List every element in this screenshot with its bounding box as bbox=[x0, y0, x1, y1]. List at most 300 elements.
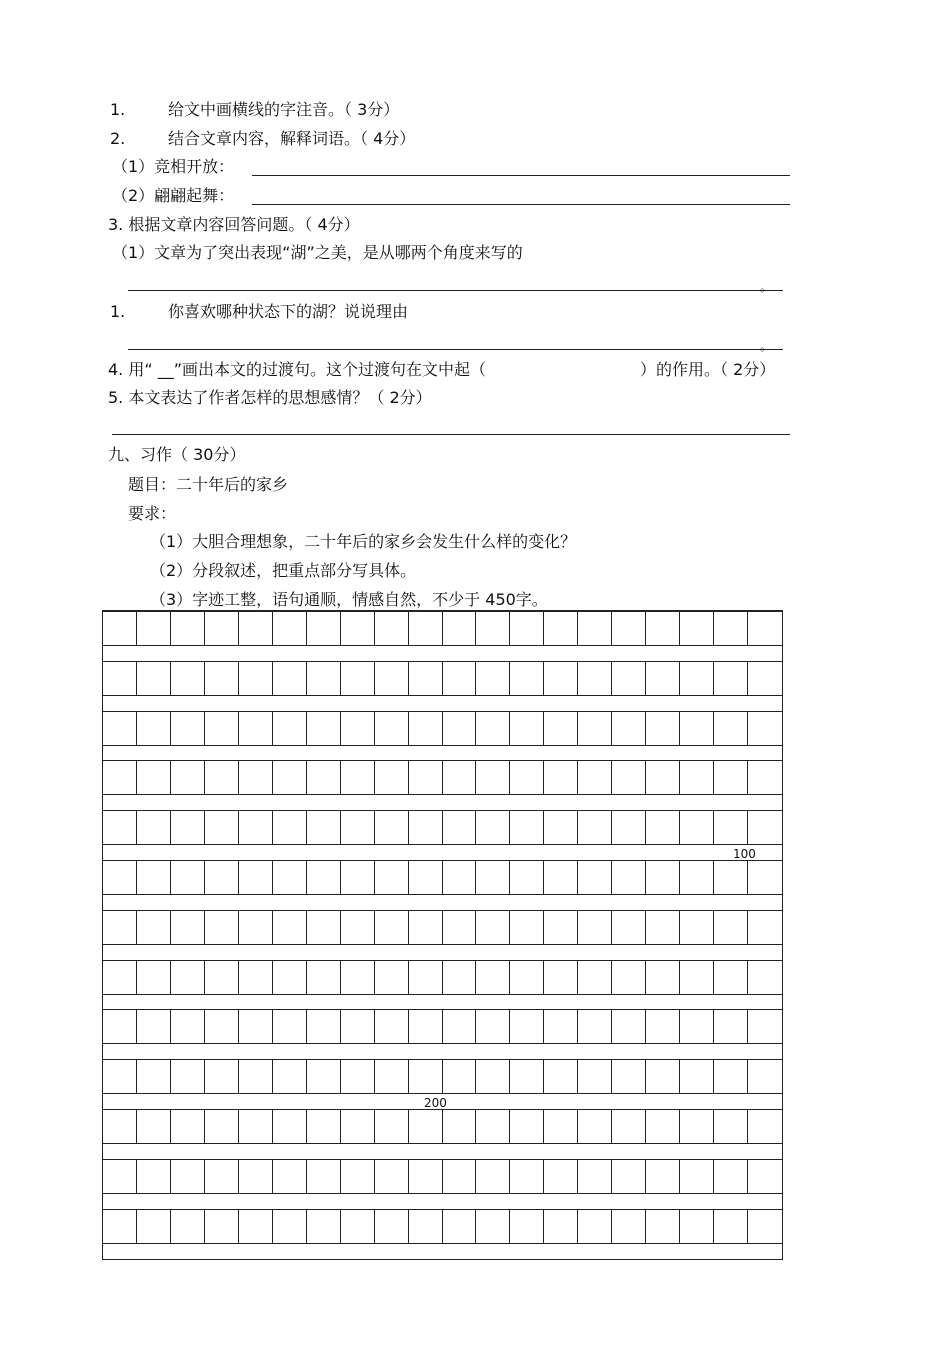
grid-cell[interactable] bbox=[443, 860, 477, 895]
grid-cell[interactable] bbox=[103, 1109, 137, 1144]
grid-cell[interactable] bbox=[341, 960, 375, 995]
grid-cell[interactable] bbox=[646, 1059, 680, 1094]
grid-cell[interactable] bbox=[680, 1209, 714, 1244]
grid-cell[interactable] bbox=[748, 1009, 782, 1044]
writing-grid[interactable] bbox=[102, 610, 783, 1260]
grid-cell[interactable] bbox=[171, 1009, 205, 1044]
grid-cell[interactable] bbox=[510, 611, 544, 646]
grid-cell[interactable] bbox=[137, 1159, 171, 1194]
grid-cell[interactable] bbox=[578, 1209, 612, 1244]
grid-cell[interactable] bbox=[137, 1109, 171, 1144]
grid-cell[interactable] bbox=[714, 760, 748, 795]
grid-cell[interactable] bbox=[171, 1059, 205, 1094]
requirement-3: （3）字迹工整，语句通顺，情感自然，不少于 450字。 bbox=[150, 590, 548, 609]
grid-cell[interactable] bbox=[443, 1159, 477, 1194]
grid-cell[interactable] bbox=[612, 1009, 646, 1044]
grid-row bbox=[103, 960, 782, 995]
grid-cell[interactable] bbox=[476, 611, 510, 646]
grid-cell[interactable] bbox=[612, 910, 646, 945]
grid-cell[interactable] bbox=[680, 860, 714, 895]
grid-cell[interactable] bbox=[646, 960, 680, 995]
grid-cell[interactable] bbox=[137, 711, 171, 746]
grid-cell[interactable] bbox=[714, 611, 748, 646]
grid-cell[interactable] bbox=[544, 810, 578, 845]
question-3-item-2 bbox=[110, 302, 408, 322]
question-2-item-1: （1）竞相开放： bbox=[112, 157, 235, 176]
grid-cell[interactable] bbox=[476, 910, 510, 945]
grid-cell[interactable] bbox=[375, 860, 409, 895]
grid-cell[interactable] bbox=[443, 810, 477, 845]
grid-cell[interactable] bbox=[307, 1059, 341, 1094]
grid-cell[interactable] bbox=[544, 711, 578, 746]
answer-line[interactable] bbox=[252, 204, 790, 205]
grid-cell[interactable] bbox=[137, 1059, 171, 1094]
grid-row bbox=[103, 611, 782, 646]
grid-cell[interactable] bbox=[544, 1209, 578, 1244]
grid-cell[interactable] bbox=[612, 1209, 646, 1244]
grid-cell[interactable] bbox=[748, 810, 782, 845]
grid-cell[interactable] bbox=[680, 611, 714, 646]
grid-cell[interactable] bbox=[375, 711, 409, 746]
grid-cell[interactable] bbox=[307, 711, 341, 746]
grid-cell[interactable] bbox=[205, 1109, 239, 1144]
answer-line[interactable] bbox=[252, 175, 790, 176]
grid-cell[interactable] bbox=[341, 1059, 375, 1094]
grid-cell[interactable] bbox=[375, 1009, 409, 1044]
grid-cell[interactable] bbox=[205, 661, 239, 696]
grid-cell[interactable] bbox=[510, 860, 544, 895]
grid-cell[interactable] bbox=[273, 860, 307, 895]
question-number: 1. bbox=[110, 302, 126, 321]
question-2-item-2: （2）翩翩起舞： bbox=[112, 186, 235, 205]
grid-cell[interactable] bbox=[544, 760, 578, 795]
grid-row bbox=[103, 860, 782, 895]
grid-cell[interactable] bbox=[103, 760, 137, 795]
requirements-title: 要求： bbox=[128, 504, 177, 523]
grid-cell[interactable] bbox=[205, 810, 239, 845]
grid-cell[interactable] bbox=[307, 1209, 341, 1244]
grid-cell[interactable] bbox=[476, 1009, 510, 1044]
grid-cell[interactable] bbox=[714, 1009, 748, 1044]
grid-cell[interactable] bbox=[544, 611, 578, 646]
grid-cell[interactable] bbox=[748, 910, 782, 945]
grid-cell[interactable] bbox=[137, 760, 171, 795]
grid-cell[interactable] bbox=[409, 1159, 443, 1194]
grid-cell[interactable] bbox=[443, 1059, 477, 1094]
grid-cell[interactable] bbox=[476, 760, 510, 795]
grid-cell[interactable] bbox=[476, 711, 510, 746]
grid-cell[interactable] bbox=[544, 1059, 578, 1094]
grid-cell[interactable] bbox=[544, 1159, 578, 1194]
grid-cell[interactable] bbox=[205, 711, 239, 746]
grid-cell[interactable] bbox=[103, 860, 137, 895]
question-3: 3. 根据文章内容回答问题。（ 4分） bbox=[108, 215, 360, 234]
grid-cell[interactable] bbox=[443, 760, 477, 795]
grid-cell[interactable] bbox=[646, 1159, 680, 1194]
grid-cell[interactable] bbox=[307, 760, 341, 795]
section-9-title: 九、习作（ 30分） bbox=[108, 445, 246, 464]
grid-cell[interactable] bbox=[510, 1159, 544, 1194]
grid-cell[interactable] bbox=[171, 711, 205, 746]
grid-cell[interactable] bbox=[510, 810, 544, 845]
grid-cell[interactable] bbox=[510, 960, 544, 995]
grid-cell[interactable] bbox=[137, 661, 171, 696]
grid-cell[interactable] bbox=[341, 860, 375, 895]
grid-cell[interactable] bbox=[409, 1009, 443, 1044]
grid-cell[interactable] bbox=[612, 960, 646, 995]
grid-cell[interactable] bbox=[205, 860, 239, 895]
grid-cell[interactable] bbox=[307, 1109, 341, 1144]
grid-row bbox=[103, 810, 782, 845]
grid-cell[interactable] bbox=[171, 810, 205, 845]
grid-cell[interactable] bbox=[612, 1109, 646, 1144]
grid-cell[interactable] bbox=[103, 1009, 137, 1044]
grid-cell[interactable] bbox=[476, 1109, 510, 1144]
grid-cell[interactable] bbox=[239, 1209, 273, 1244]
grid-cell[interactable] bbox=[239, 1109, 273, 1144]
grid-cell[interactable] bbox=[239, 810, 273, 845]
grid-cell[interactable] bbox=[205, 960, 239, 995]
grid-cell[interactable] bbox=[375, 1109, 409, 1144]
grid-cell[interactable] bbox=[544, 661, 578, 696]
grid-cell[interactable] bbox=[510, 760, 544, 795]
grid-cell[interactable] bbox=[714, 1059, 748, 1094]
grid-cell[interactable] bbox=[544, 910, 578, 945]
grid-cell[interactable] bbox=[714, 661, 748, 696]
grid-cell[interactable] bbox=[375, 960, 409, 995]
grid-cell[interactable] bbox=[612, 1159, 646, 1194]
grid-cell[interactable] bbox=[680, 1059, 714, 1094]
question-text: 给文中画横线的字注音。（ 3分） bbox=[168, 100, 400, 119]
grid-cell[interactable] bbox=[680, 1009, 714, 1044]
grid-cell[interactable] bbox=[646, 1209, 680, 1244]
grid-cell[interactable] bbox=[714, 910, 748, 945]
grid-cell[interactable] bbox=[443, 661, 477, 696]
grid-cell[interactable] bbox=[205, 1209, 239, 1244]
grid-cell[interactable] bbox=[307, 661, 341, 696]
word-count-200: 200 bbox=[424, 1096, 447, 1110]
grid-row bbox=[103, 910, 782, 945]
grid-row bbox=[103, 760, 782, 795]
grid-cell[interactable] bbox=[273, 611, 307, 646]
grid-cell[interactable] bbox=[341, 1209, 375, 1244]
grid-cell[interactable] bbox=[443, 910, 477, 945]
grid-cell[interactable] bbox=[476, 860, 510, 895]
grid-cell[interactable] bbox=[646, 760, 680, 795]
grid-cell[interactable] bbox=[239, 611, 273, 646]
question-text: 结合文章内容，解释词语。（ 4分） bbox=[168, 129, 416, 148]
grid-cell[interactable] bbox=[578, 860, 612, 895]
grid-cell[interactable] bbox=[544, 1109, 578, 1144]
grid-cell[interactable] bbox=[510, 1109, 544, 1144]
grid-cell[interactable] bbox=[273, 1209, 307, 1244]
grid-cell[interactable] bbox=[443, 611, 477, 646]
grid-cell[interactable] bbox=[341, 711, 375, 746]
grid-cell[interactable] bbox=[646, 711, 680, 746]
grid-cell[interactable] bbox=[748, 711, 782, 746]
grid-row bbox=[103, 1059, 782, 1094]
grid-cell[interactable] bbox=[680, 711, 714, 746]
grid-cell[interactable] bbox=[646, 860, 680, 895]
grid-cell[interactable] bbox=[137, 1209, 171, 1244]
grid-cell[interactable] bbox=[103, 1209, 137, 1244]
grid-cell[interactable] bbox=[409, 1109, 443, 1144]
grid-cell[interactable] bbox=[409, 611, 443, 646]
grid-cell[interactable] bbox=[748, 1059, 782, 1094]
grid-cell[interactable] bbox=[239, 910, 273, 945]
grid-cell[interactable] bbox=[171, 611, 205, 646]
grid-row bbox=[103, 1109, 782, 1144]
answer-line[interactable] bbox=[128, 290, 783, 291]
grid-cell[interactable] bbox=[680, 1159, 714, 1194]
grid-cell[interactable] bbox=[646, 661, 680, 696]
grid-cell[interactable] bbox=[714, 711, 748, 746]
grid-cell[interactable] bbox=[137, 860, 171, 895]
grid-cell[interactable] bbox=[578, 760, 612, 795]
grid-cell[interactable] bbox=[205, 1159, 239, 1194]
requirement-1: （1）大胆合理想象，二十年后的家乡会发生什么样的变化？ bbox=[150, 532, 577, 551]
grid-cell[interactable] bbox=[171, 860, 205, 895]
grid-cell[interactable] bbox=[476, 1059, 510, 1094]
grid-cell[interactable] bbox=[137, 810, 171, 845]
grid-cell[interactable] bbox=[171, 661, 205, 696]
grid-cell[interactable] bbox=[510, 1009, 544, 1044]
grid-cell[interactable] bbox=[307, 960, 341, 995]
grid-cell[interactable] bbox=[239, 711, 273, 746]
grid-cell[interactable] bbox=[578, 661, 612, 696]
grid-cell[interactable] bbox=[137, 910, 171, 945]
grid-cell[interactable] bbox=[510, 910, 544, 945]
grid-cell[interactable] bbox=[171, 960, 205, 995]
grid-cell[interactable] bbox=[273, 1109, 307, 1144]
grid-cell[interactable] bbox=[171, 910, 205, 945]
grid-cell[interactable] bbox=[103, 910, 137, 945]
grid-cell[interactable] bbox=[171, 1109, 205, 1144]
grid-cell[interactable] bbox=[171, 1159, 205, 1194]
grid-cell[interactable] bbox=[307, 611, 341, 646]
grid-cell[interactable] bbox=[748, 1109, 782, 1144]
grid-cell[interactable] bbox=[510, 661, 544, 696]
grid-cell[interactable] bbox=[578, 711, 612, 746]
grid-cell[interactable] bbox=[714, 1209, 748, 1244]
grid-cell[interactable] bbox=[375, 661, 409, 696]
grid-cell[interactable] bbox=[748, 960, 782, 995]
grid-cell[interactable] bbox=[205, 1059, 239, 1094]
grid-cell[interactable] bbox=[409, 1209, 443, 1244]
grid-cell[interactable] bbox=[307, 910, 341, 945]
question-1 bbox=[110, 100, 399, 120]
grid-cell[interactable] bbox=[748, 860, 782, 895]
grid-cell[interactable] bbox=[171, 760, 205, 795]
grid-cell[interactable] bbox=[239, 1059, 273, 1094]
grid-cell[interactable] bbox=[409, 760, 443, 795]
grid-cell[interactable] bbox=[748, 661, 782, 696]
grid-cell[interactable] bbox=[544, 860, 578, 895]
grid-cell[interactable] bbox=[646, 910, 680, 945]
grid-cell[interactable] bbox=[341, 611, 375, 646]
grid-cell[interactable] bbox=[714, 960, 748, 995]
grid-cell[interactable] bbox=[273, 910, 307, 945]
grid-row bbox=[103, 1209, 782, 1244]
grid-cell[interactable] bbox=[612, 661, 646, 696]
question-5: 5. 本文表达了作者怎样的思想感情？（ 2分） bbox=[108, 388, 432, 407]
grid-cell[interactable] bbox=[307, 1009, 341, 1044]
grid-cell[interactable] bbox=[612, 1059, 646, 1094]
grid-cell[interactable] bbox=[307, 1159, 341, 1194]
grid-cell[interactable] bbox=[239, 1009, 273, 1044]
grid-cell[interactable] bbox=[748, 611, 782, 646]
grid-cell[interactable] bbox=[103, 1159, 137, 1194]
grid-cell[interactable] bbox=[273, 711, 307, 746]
grid-cell[interactable] bbox=[103, 1059, 137, 1094]
question-4-prefix: 4. 用“ __”画出本文的过渡句。这个过渡句在文中起（ bbox=[108, 360, 487, 379]
grid-cell[interactable] bbox=[578, 810, 612, 845]
grid-cell[interactable] bbox=[307, 810, 341, 845]
grid-cell[interactable] bbox=[646, 611, 680, 646]
grid-cell[interactable] bbox=[205, 1009, 239, 1044]
grid-cell[interactable] bbox=[680, 910, 714, 945]
question-4-suffix: ）的作用。（ 2分） bbox=[640, 360, 776, 379]
question-text: 你喜欢哪种状态下的湖？说说理由 bbox=[168, 302, 409, 321]
grid-cell[interactable] bbox=[307, 860, 341, 895]
grid-cell[interactable] bbox=[103, 661, 137, 696]
answer-line[interactable] bbox=[112, 434, 790, 435]
grid-row bbox=[103, 1159, 782, 1194]
grid-cell[interactable] bbox=[476, 810, 510, 845]
grid-cell[interactable] bbox=[341, 910, 375, 945]
grid-row bbox=[103, 661, 782, 696]
grid-cell[interactable] bbox=[137, 611, 171, 646]
grid-cell[interactable] bbox=[680, 760, 714, 795]
grid-cell[interactable] bbox=[273, 760, 307, 795]
grid-cell[interactable] bbox=[578, 1009, 612, 1044]
grid-cell[interactable] bbox=[612, 611, 646, 646]
grid-cell[interactable] bbox=[375, 1159, 409, 1194]
grid-cell[interactable] bbox=[375, 760, 409, 795]
grid-cell[interactable] bbox=[239, 860, 273, 895]
grid-cell[interactable] bbox=[205, 910, 239, 945]
requirement-2: （2）分段叙述，把重点部分写具体。 bbox=[150, 561, 417, 580]
grid-cell[interactable] bbox=[341, 810, 375, 845]
grid-cell[interactable] bbox=[341, 661, 375, 696]
grid-cell[interactable] bbox=[205, 760, 239, 795]
grid-cell[interactable] bbox=[375, 1059, 409, 1094]
grid-cell[interactable] bbox=[680, 810, 714, 845]
essay-topic: 题目：二十年后的家乡 bbox=[128, 475, 289, 494]
grid-cell[interactable] bbox=[375, 910, 409, 945]
grid-cell[interactable] bbox=[680, 661, 714, 696]
grid-cell[interactable] bbox=[510, 1209, 544, 1244]
grid-cell[interactable] bbox=[578, 960, 612, 995]
answer-line[interactable] bbox=[128, 349, 783, 350]
grid-cell[interactable] bbox=[341, 1109, 375, 1144]
grid-cell[interactable] bbox=[612, 711, 646, 746]
grid-cell[interactable] bbox=[103, 960, 137, 995]
grid-cell[interactable] bbox=[612, 760, 646, 795]
grid-cell[interactable] bbox=[748, 760, 782, 795]
grid-cell[interactable] bbox=[409, 910, 443, 945]
grid-cell[interactable] bbox=[409, 711, 443, 746]
word-count-100: 100 bbox=[733, 847, 756, 861]
grid-cell[interactable] bbox=[443, 1209, 477, 1244]
grid-cell[interactable] bbox=[510, 711, 544, 746]
grid-cell[interactable] bbox=[646, 1109, 680, 1144]
grid-cell[interactable] bbox=[409, 860, 443, 895]
grid-cell[interactable] bbox=[443, 960, 477, 995]
grid-cell[interactable] bbox=[578, 910, 612, 945]
grid-cell[interactable] bbox=[476, 960, 510, 995]
grid-cell[interactable] bbox=[612, 860, 646, 895]
grid-cell[interactable] bbox=[273, 661, 307, 696]
grid-cell[interactable] bbox=[103, 711, 137, 746]
grid-cell[interactable] bbox=[578, 1109, 612, 1144]
grid-cell[interactable] bbox=[409, 810, 443, 845]
grid-cell[interactable] bbox=[612, 810, 646, 845]
grid-cell[interactable] bbox=[680, 1109, 714, 1144]
grid-cell[interactable] bbox=[341, 1159, 375, 1194]
grid-cell[interactable] bbox=[714, 860, 748, 895]
grid-cell[interactable] bbox=[578, 1159, 612, 1194]
grid-cell[interactable] bbox=[443, 711, 477, 746]
grid-cell[interactable] bbox=[510, 1059, 544, 1094]
grid-cell[interactable] bbox=[443, 1009, 477, 1044]
grid-cell[interactable] bbox=[476, 1159, 510, 1194]
grid-cell[interactable] bbox=[578, 1059, 612, 1094]
grid-cell[interactable] bbox=[137, 1009, 171, 1044]
grid-cell[interactable] bbox=[239, 760, 273, 795]
grid-cell[interactable] bbox=[239, 661, 273, 696]
grid-cell[interactable] bbox=[544, 960, 578, 995]
question-number: 1. bbox=[110, 100, 126, 119]
grid-cell[interactable] bbox=[273, 1159, 307, 1194]
grid-cell[interactable] bbox=[476, 661, 510, 696]
grid-cell[interactable] bbox=[273, 1059, 307, 1094]
grid-cell[interactable] bbox=[273, 960, 307, 995]
grid-cell[interactable] bbox=[205, 611, 239, 646]
grid-cell[interactable] bbox=[103, 810, 137, 845]
grid-cell[interactable] bbox=[409, 661, 443, 696]
grid-cell[interactable] bbox=[341, 760, 375, 795]
grid-cell[interactable] bbox=[646, 1009, 680, 1044]
grid-cell[interactable] bbox=[443, 1109, 477, 1144]
grid-cell[interactable] bbox=[239, 960, 273, 995]
end-mark: 。 bbox=[760, 280, 773, 294]
grid-cell[interactable] bbox=[375, 810, 409, 845]
grid-row bbox=[103, 711, 782, 746]
grid-cell[interactable] bbox=[171, 1209, 205, 1244]
grid-cell[interactable] bbox=[103, 611, 137, 646]
grid-cell[interactable] bbox=[476, 1209, 510, 1244]
grid-cell[interactable] bbox=[137, 960, 171, 995]
grid-cell[interactable] bbox=[748, 1209, 782, 1244]
grid-cell[interactable] bbox=[748, 1159, 782, 1194]
grid-cell[interactable] bbox=[273, 1009, 307, 1044]
grid-cell[interactable] bbox=[714, 1109, 748, 1144]
grid-cell[interactable] bbox=[409, 1059, 443, 1094]
grid-cell[interactable] bbox=[646, 810, 680, 845]
grid-cell[interactable] bbox=[273, 810, 307, 845]
grid-cell[interactable] bbox=[239, 1159, 273, 1194]
grid-cell[interactable] bbox=[341, 1009, 375, 1044]
grid-cell[interactable] bbox=[544, 1009, 578, 1044]
grid-cell[interactable] bbox=[578, 611, 612, 646]
grid-cell[interactable] bbox=[375, 1209, 409, 1244]
grid-cell[interactable] bbox=[375, 611, 409, 646]
grid-cell[interactable] bbox=[680, 960, 714, 995]
grid-cell[interactable] bbox=[409, 960, 443, 995]
grid-cell[interactable] bbox=[714, 810, 748, 845]
grid-cell[interactable] bbox=[714, 1159, 748, 1194]
